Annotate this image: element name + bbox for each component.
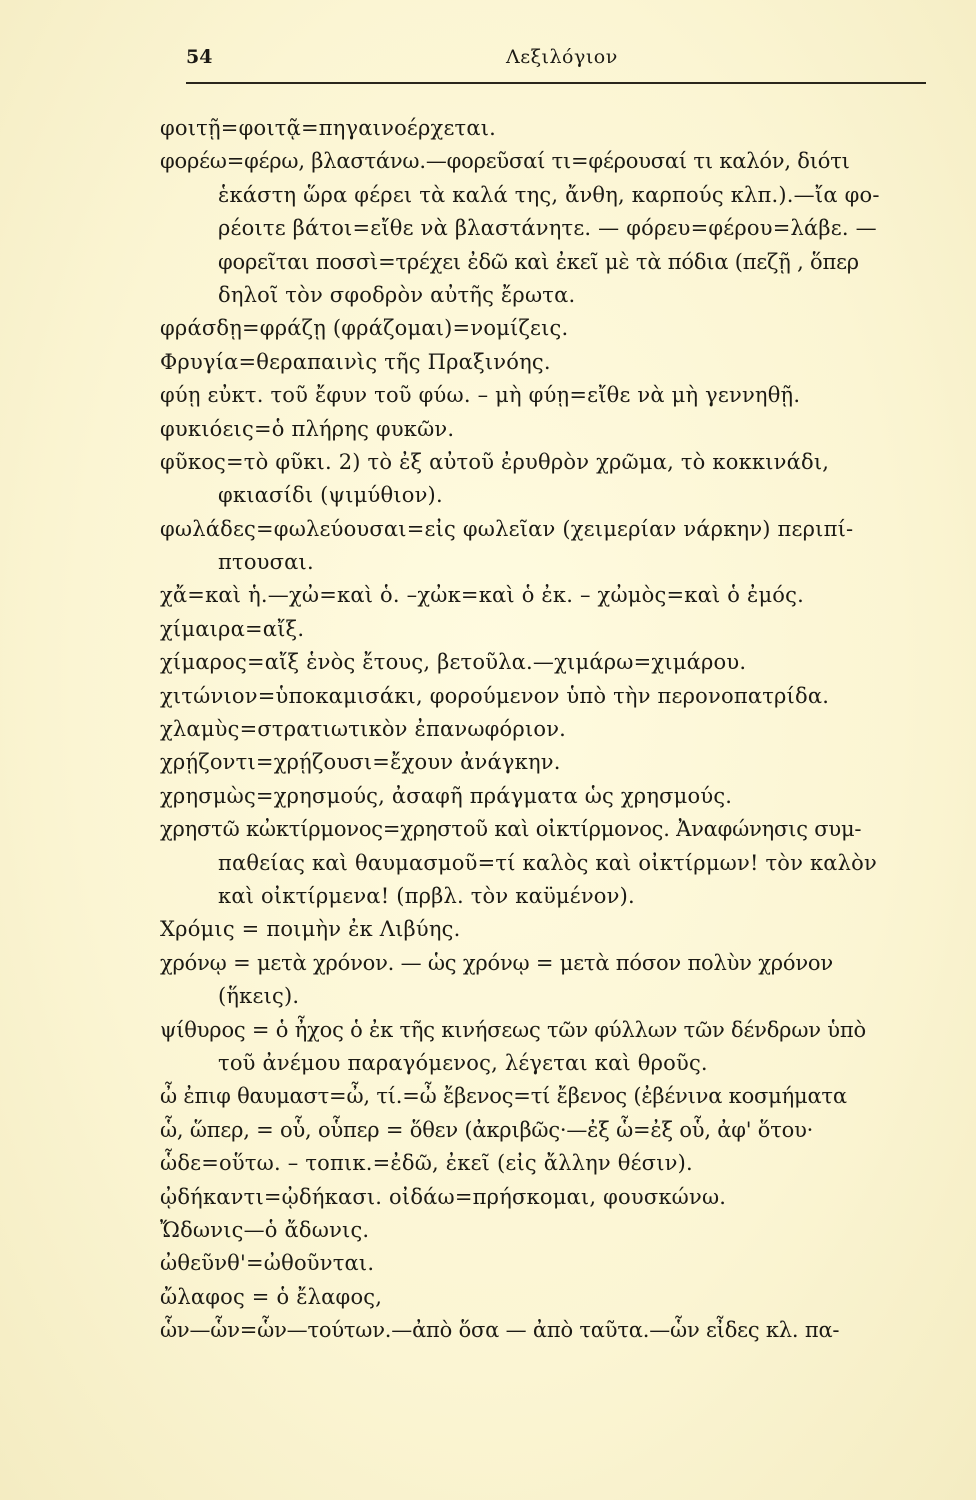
entry-line: ὧν—ὧν=ὧν—τούτων.—ἀπὸ ὅσα — ἀπὸ ταῦτα.—ὧν εἶδες κλ. πα-: [160, 1318, 840, 1343]
entry-line: φορέω=φέρω, βλαστάνω.—φορεῦσαί τι=φέρουσαί τι καλόν, διότι: [160, 149, 850, 174]
entry-line: χλαμὺς=στρατιωτικὸν ἐπανωφόριον.: [160, 717, 567, 742]
entry-continuation: δηλοῖ τὸν σφοδρὸν αὐτῆς ἔρωτα.: [218, 282, 576, 307]
entry-line: φυκιόεις=ὁ πλήρης φυκῶν.: [160, 416, 455, 441]
entry-line: ψίθυρος = ὁ ἦχος ὁ ἐκ τῆς κινήσεως τῶν φύλλων τῶν δένδρων ὑπὸ: [160, 1017, 866, 1042]
entry-continuation: τοῦ ἀνέμου παραγόμενος, λέγεται καὶ θροῦς.: [218, 1050, 708, 1075]
entry-line: χἄ=καὶ ἡ.—χὠ=καὶ ὁ. –χὠκ=καὶ ὁ ἐκ. – χὠμὸς=καὶ ὁ ἐμός.: [160, 583, 804, 608]
entry-line: Χρόμις = ποιμὴν ἐκ Λιβύης.: [160, 917, 461, 942]
entry-line: ὧ, ὥπερ, = οὗ, οὗπερ = ὅθεν (ἀκριβῶς·—ἐξ ὧ=ἐξ οὗ, ἀφ' ὅτου·: [160, 1117, 814, 1142]
running-title: Λεξιλόγιον: [506, 46, 618, 68]
entry-continuation: πτουσαι.: [218, 550, 314, 575]
entry-line: φωλάδες=φωλεύουσαι=εἰς φωλεῖαν (χειμερίαν νάρκην) περιπί-: [160, 516, 854, 541]
header-rule: [186, 82, 926, 84]
entry-line: ὤλαφος = ὁ ἔλαφος,: [160, 1284, 383, 1309]
glossary-entries: [160, 112, 960, 1347]
entry-line: ὦ ἐπιφ θαυμαστ=ὦ, τί.=ὦ ἔβενος=τί ἔβενος (ἐβένινα κοσμήματα: [160, 1084, 847, 1109]
entry-line: χρησμὼς=χρησμούς, ἀσαφῆ πράγματα ὡς χρησμούς.: [160, 783, 733, 808]
page-number: 54: [186, 46, 213, 68]
entry-continuation: φκιασίδι (ψιμύθιον).: [218, 483, 443, 508]
entry-continuation: (ἥκεις).: [218, 984, 300, 1009]
entry-line: φράσδῃ=φράζῃ (φράζομαι)=νομίζεις.: [160, 316, 569, 341]
entry-line: χιτώνιον=ὑποκαμισάκι, φορούμενον ὑπὸ τὴν περονοπατρίδα.: [160, 683, 830, 708]
entry-line: χρηστῶ κὠκτίρμονος=χρηστοῦ καὶ οἰκτίρμονος. Ἀναφώνησις συμ-: [160, 817, 862, 842]
entry-line: χρόνῳ = μετὰ χρόνον. — ὡς χρόνῳ = μετὰ πόσον πολὺν χρόνον: [160, 950, 833, 975]
entry-line: φῦκος=τὸ φῦκι. 2) τὸ ἐξ αὐτοῦ ἐρυθρὸν χρῶμα, τὸ κοκκινάδι,: [160, 449, 830, 474]
entry-line: χρῄζοντι=χρῄζουσι=ἔχουν ἀνάγκην.: [160, 750, 561, 775]
entry-line: ὧδε=οὕτω. – τοπικ.=ἐδῶ, ἐκεῖ (εἰς ἄλλην θέσιν).: [160, 1151, 693, 1176]
entry-line: φύῃ εὐκτ. τοῦ ἔφυν τοῦ φύω. – μὴ φύῃ=εἴθε νὰ μὴ γεννηθῇ.: [160, 383, 801, 408]
entry-continuation: παθείας καὶ θαυμασμοῦ=τί καλὸς καὶ οἰκτίρμων! τὸν καλὸν: [218, 850, 877, 875]
entry-line: Ὤδωνις—ὁ ἄδωνις.: [160, 1217, 370, 1242]
entry-continuation: φορεῖται ποσσὶ=τρέχει ἐδῶ καὶ ἐκεῖ μὲ τὰ πόδια (πεζῇ , ὅπερ: [218, 249, 859, 274]
entry-line: ὠθεῦνθ'=ὠθοῦνται.: [160, 1251, 375, 1276]
entry-line: ᾠδήκαντι=ᾠδήκασι. οἰδάω=πρήσκομαι, φουσκώνω.: [160, 1184, 727, 1209]
entry-continuation: ἑκάστη ὥρα φέρει τὰ καλά της, ἄνθη, καρπούς κλπ.).—ἴα φο-: [218, 182, 880, 207]
entry-line: χίμαιρα=αἴξ.: [160, 616, 305, 641]
entry-continuation: καὶ οἰκτίρμενα! (πρβλ. τὸν καϋμένον).: [218, 883, 635, 908]
entry-line: φοιτῇ=φοιτᾷ=πηγαινοέρχεται.: [160, 116, 497, 140]
entry-line: Φρυγία=θεραπαινὶς τῆς Πραξινόης.: [160, 349, 551, 374]
page-header: [186, 46, 946, 76]
entry-line: χίμαρος=αἴξ ἑνὸς ἔτους, βετοῦλα.—χιμάρω=χιμάρου.: [160, 650, 747, 675]
entry-continuation: ρέοιτε βάτοι=εἴθε νὰ βλαστάνητε. — φόρευ=φέρου=λάβε. —: [218, 216, 877, 241]
